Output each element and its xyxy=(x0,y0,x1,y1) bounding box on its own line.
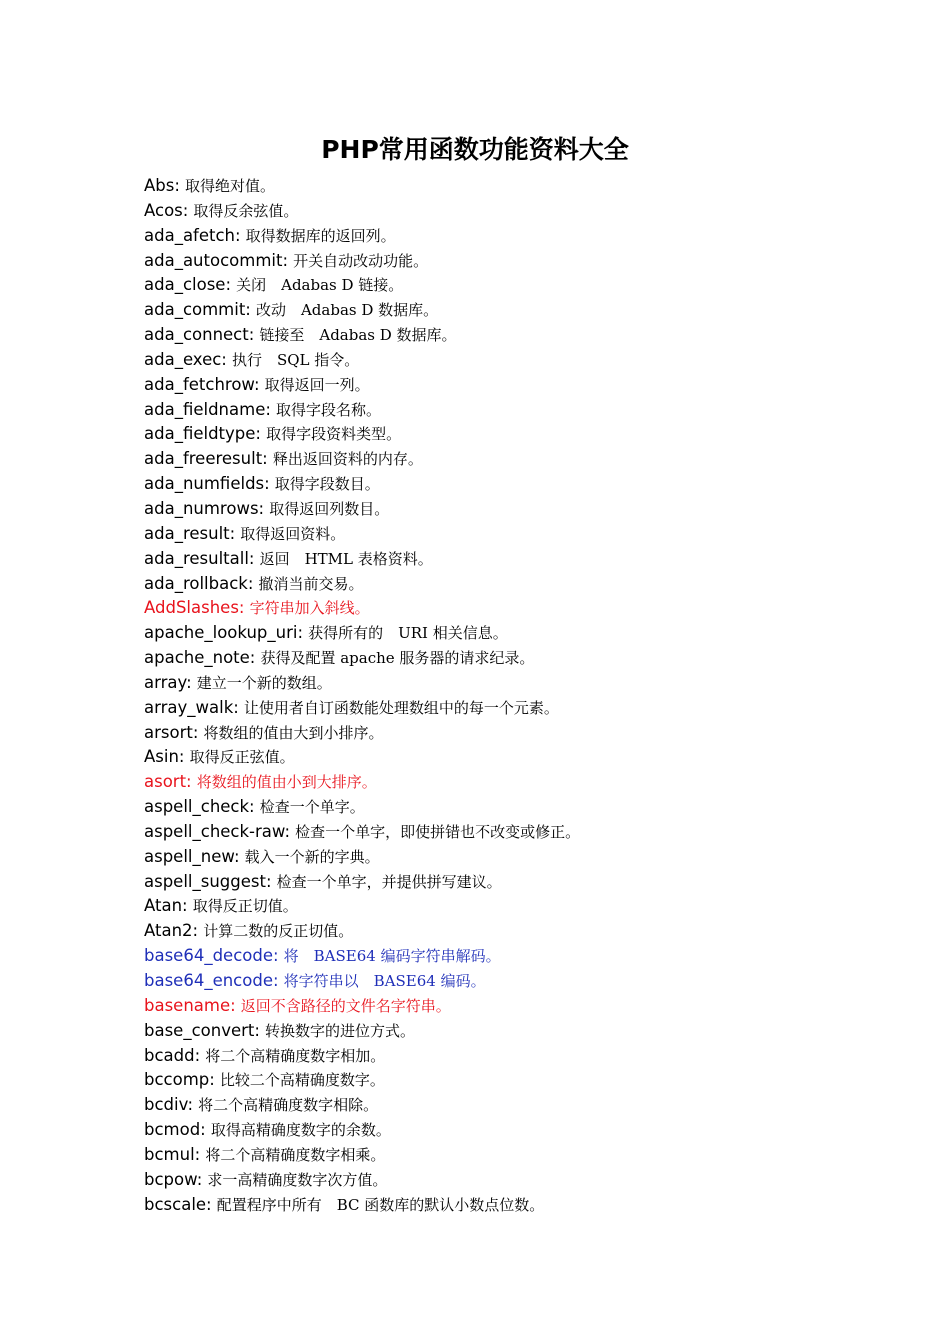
function-description: 检查一个单字，即使拼错也不改变或修正。 xyxy=(295,822,581,841)
function-name: ada_numfields: xyxy=(144,474,270,494)
function-entry xyxy=(144,522,864,547)
function-description: 返回不含路径的文件名字符串。 xyxy=(240,996,451,1015)
function-description: 计算二数的反正切值。 xyxy=(203,922,354,941)
function-entry xyxy=(144,721,864,746)
function-name: aspell_check-raw: xyxy=(144,821,291,841)
function-name: bccomp: xyxy=(144,1070,215,1090)
function-name: ada_fetchrow: xyxy=(144,374,260,394)
function-description: 取得反正弦值。 xyxy=(189,748,295,767)
function-entry xyxy=(144,1193,864,1218)
function-entry xyxy=(144,1118,864,1143)
function-description: 取得返回一列。 xyxy=(264,375,370,394)
function-description: 获得及配置 apache 服务器的请求纪录。 xyxy=(260,649,535,668)
function-name: ada_fieldname: xyxy=(144,399,271,419)
page-title: PHP常用函数功能资料大全 xyxy=(321,135,629,164)
function-description: 将数组的值由大到小排序。 xyxy=(203,723,384,742)
function-name: basename: xyxy=(144,995,236,1015)
function-list xyxy=(144,174,864,1217)
function-name: ada_rollback: xyxy=(144,573,254,593)
function-description: 取得数据库的返回列。 xyxy=(245,226,396,245)
function-entry xyxy=(144,572,864,597)
function-entry xyxy=(144,919,864,944)
function-name: base_convert: xyxy=(144,1020,260,1040)
function-description: 取得返回资料。 xyxy=(240,524,346,543)
function-entry xyxy=(144,994,864,1019)
function-entry xyxy=(144,820,864,845)
function-name: ada_close: xyxy=(144,275,232,295)
function-entry xyxy=(144,1168,864,1193)
function-description: 求一高精确度数字次方值。 xyxy=(207,1170,388,1189)
function-name: bcmul: xyxy=(144,1144,201,1164)
function-name: bcpow: xyxy=(144,1169,203,1189)
function-description: 将二个高精确度数字相加。 xyxy=(205,1046,386,1065)
function-description: 取得高精确度数字的余数。 xyxy=(210,1121,391,1140)
function-entry xyxy=(144,249,864,274)
function-entry xyxy=(144,1019,864,1044)
function-name: bcscale: xyxy=(144,1194,212,1214)
function-name: aspell_check: xyxy=(144,797,255,817)
function-name: bcadd: xyxy=(144,1045,201,1065)
function-name: aspell_new: xyxy=(144,846,240,866)
function-entry xyxy=(144,422,864,447)
function-description: 将二个高精确度数字相除。 xyxy=(198,1096,379,1115)
function-entry xyxy=(144,646,864,671)
function-name: bcmod: xyxy=(144,1120,206,1140)
function-name: Abs: xyxy=(144,176,180,195)
function-description: 执行 SQL 指令。 xyxy=(231,350,360,369)
function-entry xyxy=(144,273,864,298)
function-entry xyxy=(144,323,864,348)
function-description: 链接至 Adabas D 数据库。 xyxy=(259,326,457,345)
function-description: 取得返回列数目。 xyxy=(269,499,390,518)
function-description: 比较二个高精确度数字。 xyxy=(219,1071,385,1090)
function-name: ada_commit: xyxy=(144,300,251,320)
function-name: bcdiv: xyxy=(144,1095,194,1115)
function-description: 取得反余弦值。 xyxy=(193,201,299,220)
function-entry xyxy=(144,969,864,994)
function-description: 取得绝对值。 xyxy=(185,177,276,195)
function-description: 获得所有的 URI 相关信息。 xyxy=(308,624,508,643)
function-description: 字符串加入斜线。 xyxy=(249,599,370,618)
function-name: ada_resultall: xyxy=(144,548,255,568)
function-description: 改动 Adabas D 数据库。 xyxy=(255,301,439,320)
function-entry xyxy=(144,770,864,795)
function-entry xyxy=(144,1044,864,1069)
function-entry xyxy=(144,1068,864,1093)
function-name: arsort: xyxy=(144,722,199,742)
function-name: ada_fieldtype: xyxy=(144,424,261,444)
function-name: apache_lookup_uri: xyxy=(144,623,304,643)
function-name: apache_note: xyxy=(144,648,256,668)
function-name: Acos: xyxy=(144,200,189,220)
function-description: 开关自动改动功能。 xyxy=(293,251,429,270)
function-entry xyxy=(144,894,864,919)
function-entry xyxy=(144,373,864,398)
function-description: 取得字段数目。 xyxy=(274,475,380,494)
function-entry xyxy=(144,447,864,472)
function-name: ada_autocommit: xyxy=(144,250,289,270)
function-entry xyxy=(144,472,864,497)
function-entry xyxy=(144,696,864,721)
function-entry xyxy=(144,174,864,199)
function-name: ada_numrows: xyxy=(144,498,265,518)
function-description: 载入一个新的字典。 xyxy=(244,847,380,866)
function-description: 释出返回资料的内存。 xyxy=(272,450,423,469)
function-entry xyxy=(144,398,864,423)
function-entry xyxy=(144,870,864,895)
function-description: 转换数字的进位方式。 xyxy=(265,1021,416,1040)
function-entry xyxy=(144,944,864,969)
function-name: Atan: xyxy=(144,896,188,916)
function-entry xyxy=(144,298,864,323)
function-description: 将数组的值由小到大排序。 xyxy=(196,773,377,792)
function-name: array_walk: xyxy=(144,697,239,717)
function-name: ada_freeresult: xyxy=(144,449,268,469)
function-entry xyxy=(144,224,864,249)
function-name: ada_afetch: xyxy=(144,225,241,245)
function-description: 检查一个单字。 xyxy=(259,798,365,817)
function-description: 返回 HTML 表格资料。 xyxy=(259,549,433,568)
function-name: Atan2: xyxy=(144,921,199,941)
function-description: 建立一个新的数组。 xyxy=(196,673,332,692)
function-description: 撤消当前交易。 xyxy=(258,574,364,593)
function-entry xyxy=(144,497,864,522)
function-description: 检查一个单字，并提供拼写建议。 xyxy=(276,872,502,891)
function-description: 配置程序中所有 BC 函数库的默认小数点位数。 xyxy=(216,1195,545,1214)
function-name: base64_decode: xyxy=(144,946,279,966)
function-description: 将二个高精确度数字相乘。 xyxy=(205,1145,386,1164)
function-name: ada_connect: xyxy=(144,325,255,345)
function-description: 让使用者自订函数能处理数组中的每一个元素。 xyxy=(243,698,559,717)
function-name: base64_encode: xyxy=(144,971,279,990)
function-entry xyxy=(144,845,864,870)
function-entry xyxy=(144,795,864,820)
function-description: 将 BASE64 编码字符串解码。 xyxy=(283,947,501,966)
function-entry xyxy=(144,199,864,224)
function-entry xyxy=(144,596,864,621)
function-entry xyxy=(144,621,864,646)
function-name: asort: xyxy=(144,772,192,792)
function-name: aspell_suggest: xyxy=(144,871,272,891)
function-entry xyxy=(144,348,864,373)
function-entry xyxy=(144,1143,864,1168)
function-name: Asin: xyxy=(144,747,185,767)
function-description: 关闭 Adabas D 链接。 xyxy=(236,276,404,295)
function-entry xyxy=(144,671,864,696)
function-description: 取得反正切值。 xyxy=(192,897,298,916)
function-description: 将字符串以 BASE64 编码。 xyxy=(283,972,486,990)
function-entry xyxy=(144,745,864,770)
function-entry xyxy=(144,1093,864,1118)
function-description: 取得字段名称。 xyxy=(276,400,382,419)
function-name: ada_result: xyxy=(144,523,236,543)
function-name: array: xyxy=(144,672,192,692)
function-name: ada_exec: xyxy=(144,349,227,369)
function-name: AddSlashes: xyxy=(144,598,245,618)
function-entry xyxy=(144,547,864,572)
function-description: 取得字段资料类型。 xyxy=(266,425,402,444)
